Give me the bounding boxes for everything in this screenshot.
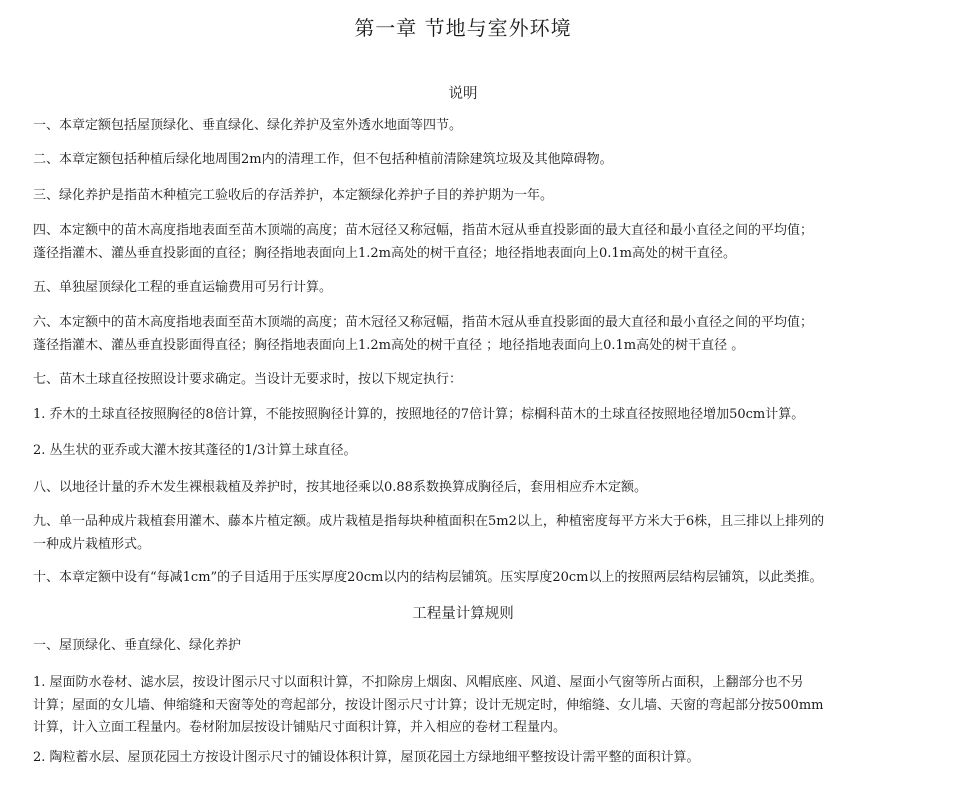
paragraph-line: 计算；屋面的女儿墙、伸缩缝和天窗等处的弯起部分，按设计图示尺寸计算；设计无规定时，伸缩缝、女儿墙、天窗的弯起部分按500mm: [33, 697, 824, 713]
paragraph-8: [33, 477, 903, 500]
paragraph-line: 十、本章定额中设有“每减1cm”的子目适用于压实厚度20cm以内的结构层铺筑。压实厚度20cm以上的按照两层结构层铺筑，以此类推。: [33, 570, 823, 585]
paragraph-9: [33, 511, 903, 556]
paragraph-6: [33, 312, 903, 357]
paragraph-2: [33, 149, 903, 172]
section-title-rules: 工程量计算规则: [412, 606, 514, 622]
paragraph-line: 2. 丛生状的亚乔或大灌木按其蓬径的1/3计算土球直径。: [33, 443, 357, 458]
paragraph-line: 蓬径指灌木、灌丛垂直投影面的直径；胸径指地表面向上1.2m高处的树干直径；地径指地表面向上0.1m高处的树干直径。: [33, 245, 737, 261]
paragraph-line: 1. 乔木的土球直径按照胸径的8倍计算，不能按照胸径计算的，按照地径的7倍计算；棕榈科苗木的土球直径按照地径增加50cm计算。: [33, 407, 805, 422]
paragraph-7-item-2: [33, 440, 903, 463]
paragraph-5: [33, 277, 903, 300]
paragraph-7: [33, 369, 903, 392]
paragraph-4: [33, 220, 903, 265]
paragraph-line: 计算，计入立面工程量内。卷材附加层按设计铺贴尺寸面积计算，并入相应的卷材工程量内。: [33, 720, 567, 735]
paragraph-line: 一、本章定额包括屋顶绿化、垂直绿化、绿化养护及室外透水地面等四节。: [33, 118, 463, 133]
paragraph-line: 六、本定额中的苗木高度指地表面至苗木顶端的高度；苗木冠径又称冠幅，指苗木冠从垂直投影面的最大直径和最小直径之间的平均值；: [33, 315, 814, 330]
paragraph-line: 三、绿化养护是指苗木种植完工验收后的存活养护，本定额绿化养护子目的养护期为一年。: [33, 188, 554, 203]
paragraph-line: 2. 陶粒蓄水层、屋顶花园土方按设计图示尺寸的铺设体积计算，屋顶花园土方绿地细平整按设计需平整的面积计算。: [33, 750, 700, 765]
paragraph-line: 八、以地径计量的乔木发生裸根栽植及养护时，按其地径乘以0.88系数换算成胸径后，套用相应乔木定额。: [33, 480, 647, 495]
paragraph-line: 五、单独屋顶绿化工程的垂直运输费用可另行计算。: [33, 280, 333, 295]
rule-1-heading: [33, 635, 903, 658]
section-title-notes: 说明: [448, 86, 478, 102]
paragraph-1: [33, 115, 903, 138]
rule-1-item-1: [33, 672, 903, 740]
chapter-title: 第一章 节地与室外环境: [354, 16, 572, 40]
paragraph-line: 一种成片栽植形式。: [33, 536, 151, 552]
paragraph-line: 1. 屋面防水卷材、滤水层，按设计图示尺寸以面积计算，不扣除房上烟囱、风帽底座、风道、屋面小气窗等所占面积，上翻部分也不另: [33, 675, 804, 690]
paragraph-line: 二、本章定额包括种植后绿化地周围2m内的清理工作，但不包括种植前清除建筑垃圾及其他障碍物。: [33, 152, 613, 167]
paragraph-line: 四、本定额中的苗木高度指地表面至苗木顶端的高度；苗木冠径又称冠幅，指苗木冠从垂直投影面的最大直径和最小直径之间的平均值；: [33, 223, 814, 238]
paragraph-7-item-1: [33, 404, 903, 427]
paragraph-line: 一、屋顶绿化、垂直绿化、绿化养护: [33, 638, 242, 653]
paragraph-3: [33, 185, 903, 208]
paragraph-line: 七、苗木土球直径按照设计要求确定。当设计无要求时，按以下规定执行：: [33, 372, 463, 387]
paragraph-line: 九、单一品种成片栽植套用灌木、藤本片植定额。成片栽植是指每块种植面积在5m2以上，种植密度每平方米大于6株，且三排以上排列的: [33, 514, 825, 529]
paragraph-line: 蓬径指灌木、灌丛垂直投影面得直径；胸径指地表面向上1.2m高处的树干直径 ；地径指地表面向上0.1m高处的树干直径 。: [33, 337, 745, 353]
paragraph-10: [33, 567, 903, 590]
rule-1-item-2: [33, 747, 903, 770]
